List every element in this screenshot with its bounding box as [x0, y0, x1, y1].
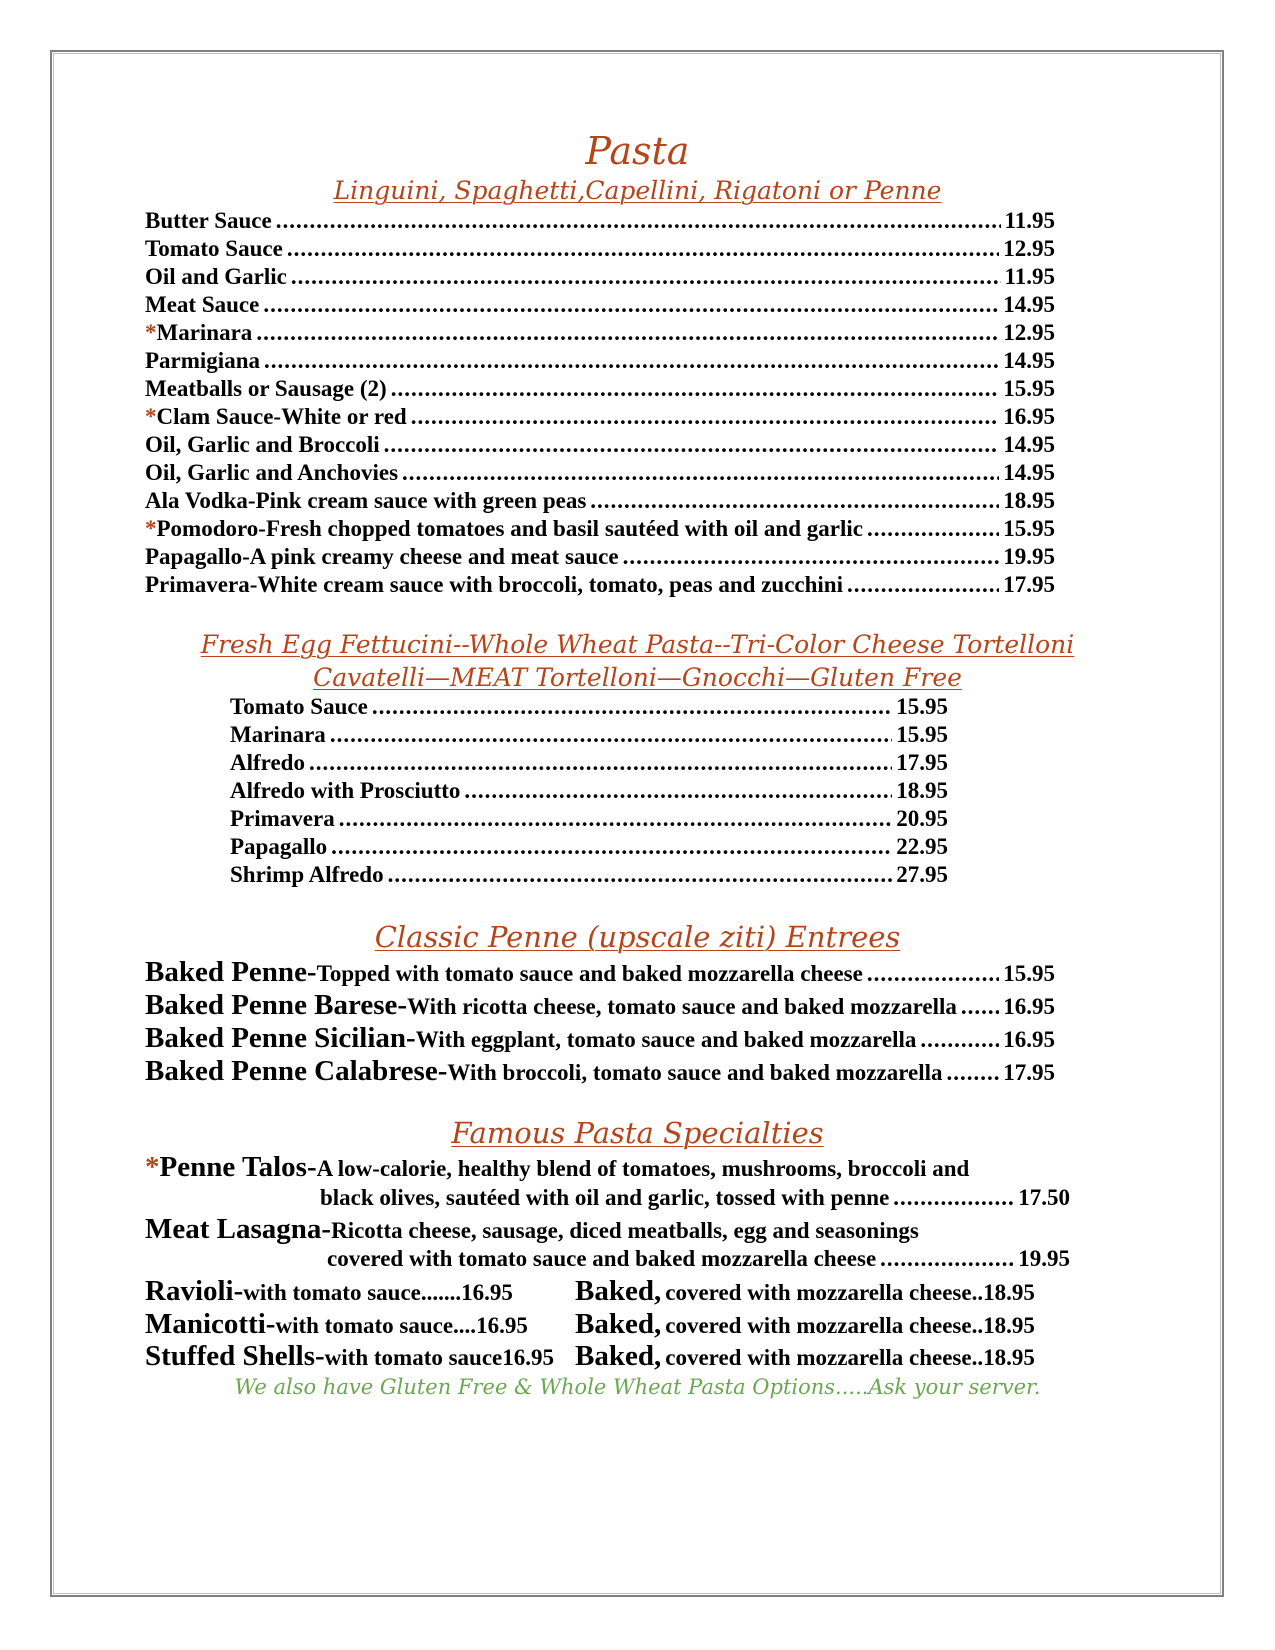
item-name: Marinara [230, 722, 326, 747]
item-name: Penne Talos- [159, 1151, 317, 1183]
pasta-subtitle: Linguini, Spaghetti,Capellini, Rigatoni or Penne [333, 176, 942, 205]
item-price: 16.95 [1003, 994, 1055, 1019]
item-price: 11.95 [1004, 208, 1055, 233]
menu-item [230, 835, 948, 858]
item-price: 14.95 [1003, 348, 1055, 373]
menu-item [145, 293, 1055, 316]
menu-item [230, 751, 948, 774]
item-price: 15.95 [896, 722, 948, 747]
item-price: 16.95 [1003, 404, 1055, 429]
leader-dots [961, 995, 999, 1018]
leader-dots [339, 807, 893, 830]
baked-price: 18.95 [983, 1345, 1035, 1370]
menu-item [145, 405, 1055, 428]
item-price: 16.95 [1003, 1027, 1055, 1052]
item-price: 22.95 [896, 834, 948, 859]
menu-item [230, 723, 948, 746]
menu-item [145, 1153, 969, 1182]
baked-label: Baked, [575, 1340, 662, 1372]
item-name: Papagallo-A pink creamy cheese and meat sauce [145, 544, 619, 569]
item-name: Oil, Garlic and Broccoli [145, 432, 380, 457]
item-price: 16.95 [502, 1345, 555, 1370]
item-name: Oil and Garlic [145, 264, 287, 289]
item-description: Topped with tomato sauce and baked mozzarella cheese [316, 961, 863, 986]
menu-item [145, 349, 1055, 372]
leader-dots [880, 1247, 1014, 1270]
menu-item [145, 265, 1055, 288]
menu-item [145, 377, 1055, 400]
item-description: covered with tomato sauce and baked mozzarella cheese [327, 1246, 877, 1271]
item-name: Ala Vodka-Pink cream sauce with green peas [145, 488, 587, 513]
item-name: Oil, Garlic and Anchovies [145, 460, 399, 485]
menu-item [145, 433, 1055, 456]
item-price: 14.95 [1003, 460, 1055, 485]
menu-item [145, 209, 1055, 232]
item-price: 17.95 [1003, 572, 1055, 597]
leader-dots [867, 962, 999, 985]
leader-dots [263, 293, 999, 316]
menu-item [145, 958, 1055, 987]
item-name: Ravioli- [145, 1275, 244, 1307]
item-price: 20.95 [896, 806, 948, 831]
baked-label: Baked, [575, 1308, 662, 1340]
item-name: Meat Lasagna- [145, 1213, 332, 1245]
leader-dots [920, 1028, 999, 1051]
menu-item [145, 1342, 554, 1371]
menu-item [145, 1310, 528, 1339]
item-name: *Pomodoro-Fresh chopped tomatoes and basil sautéed with oil and garlic [145, 516, 863, 541]
menu-item [145, 573, 1055, 596]
item-name: Tomato Sauce [230, 694, 368, 719]
leader-dots [256, 321, 999, 344]
item-description: With eggplant, tomato sauce and baked mozzarella [415, 1027, 917, 1052]
leader-dots [464, 779, 892, 802]
menu-item [230, 807, 948, 830]
item-price: 15.95 [1003, 516, 1055, 541]
item-description: A low-calorie, healthy blend of tomatoes, mushrooms, broccoli and [316, 1156, 970, 1181]
baked-label: Baked, [575, 1275, 662, 1307]
item-name: Primavera-White cream sauce with broccoli, tomato, peas and zucchini [145, 572, 843, 597]
item-description: With ricotta cheese, tomato sauce and baked mozzarella [407, 994, 957, 1019]
baked-price: 18.95 [983, 1280, 1035, 1305]
menu-item [145, 1057, 1055, 1086]
leader-dots [331, 835, 892, 858]
item-name: Meatballs or Sausage (2) [145, 376, 387, 401]
fresh-pasta-line-1: Fresh Egg Fettucini--Whole Wheat Pasta--Tri-Color Cheese Tortelloni [200, 630, 1075, 659]
item-price: 19.95 [1003, 544, 1055, 569]
item-name: *Clam Sauce-White or red [145, 404, 407, 429]
gluten-free-note: We also have Gluten Free & Whole Wheat Pasta Options.....Ask your server. [234, 1375, 1041, 1399]
menu-item [230, 779, 948, 802]
item-price: 19.95 [1018, 1246, 1070, 1271]
menu-item [145, 461, 1055, 484]
leader-dots [402, 461, 999, 484]
menu-item-baked [575, 1310, 1035, 1339]
leader-dots [372, 695, 892, 718]
leader-dots [291, 265, 1001, 288]
item-name: Alfredo [230, 750, 305, 775]
item-name: Tomato Sauce [145, 236, 283, 261]
baked-description: covered with mozzarella cheese.. [665, 1280, 984, 1305]
leader-dots [590, 489, 999, 512]
menu-item [145, 991, 1055, 1020]
item-price: 14.95 [1003, 432, 1055, 457]
item-description: black olives, sautéed with oil and garlic, tossed with penne [320, 1185, 890, 1210]
item-name: Primavera [230, 806, 335, 831]
leader-dots [384, 433, 1000, 456]
item-name: Baked Penne- [145, 956, 317, 988]
menu-item [145, 321, 1055, 344]
star-mark: * [145, 1151, 160, 1183]
leader-dots [893, 1186, 1014, 1209]
item-price: 17.95 [896, 750, 948, 775]
item-name: Meat Sauce [145, 292, 260, 317]
leader-dots [867, 517, 999, 540]
menu-item-continued [320, 1186, 1070, 1209]
leader-dots [264, 349, 999, 372]
baked-description: covered with mozzarella cheese.. [665, 1313, 984, 1338]
item-price: 14.95 [1003, 292, 1055, 317]
baked-description: covered with mozzarella cheese.. [665, 1345, 984, 1370]
menu-item [145, 1277, 513, 1306]
baked-price: 18.95 [983, 1313, 1035, 1338]
item-price: 16.95 [476, 1313, 528, 1338]
menu-item [230, 695, 948, 718]
item-name: Parmigiana [145, 348, 260, 373]
item-price: 15.95 [1003, 961, 1055, 986]
item-price: 12.95 [1003, 236, 1055, 261]
fresh-pasta-line-2: Cavatelli—MEAT Tortelloni—Gnocchi—Gluten Free [313, 663, 962, 692]
item-description: With broccoli, tomato sauce and baked mozzarella [447, 1060, 943, 1085]
item-name: Baked Penne Sicilian- [145, 1022, 416, 1054]
item-name: Stuffed Shells- [145, 1340, 325, 1372]
menu-item-baked [575, 1342, 1035, 1371]
item-name: Shrimp Alfredo [230, 862, 384, 887]
item-name: Manicotti- [145, 1308, 276, 1340]
item-price: 12.95 [1003, 320, 1055, 345]
item-price: 18.95 [1003, 488, 1055, 513]
leader-dots [287, 237, 999, 260]
item-price: 16.95 [461, 1280, 513, 1305]
item-name: Baked Penne Barese- [145, 989, 408, 1021]
menu-item-continued [327, 1247, 1070, 1270]
item-name: Papagallo [230, 834, 328, 859]
item-price: 15.95 [896, 694, 948, 719]
leader-dots [276, 209, 1001, 232]
leader-dots [330, 723, 892, 746]
item-price: 17.50 [1018, 1185, 1070, 1210]
menu-item [145, 1024, 1055, 1053]
leader-dots [411, 405, 1000, 428]
leader-dots [388, 863, 893, 886]
leader-dots [946, 1061, 999, 1084]
item-price: 11.95 [1004, 264, 1055, 289]
menu-item [145, 545, 1055, 568]
pasta-title: Pasta [585, 129, 690, 173]
leader-dots [309, 751, 892, 774]
specialties-title: Famous Pasta Specialties [451, 1116, 824, 1150]
menu-item [145, 1215, 919, 1244]
item-description: with tomato sauce....... [243, 1280, 462, 1305]
item-description: with tomato sauce.... [275, 1313, 477, 1338]
menu-item [145, 517, 1055, 540]
menu-item [145, 237, 1055, 260]
menu-item [230, 863, 948, 886]
leader-dots [623, 545, 1000, 568]
menu-item [145, 489, 1055, 512]
item-name: Baked Penne Calabrese- [145, 1055, 448, 1087]
item-price: 17.95 [1003, 1060, 1055, 1085]
item-name: Butter Sauce [145, 208, 272, 233]
classic-title: Classic Penne (upscale ziti) Entrees [374, 920, 901, 954]
item-description: with tomato sauce [324, 1345, 503, 1370]
item-name: *Marinara [145, 320, 253, 345]
item-name: Alfredo with Prosciutto [230, 778, 461, 803]
item-price: 15.95 [1003, 376, 1055, 401]
leader-dots [847, 573, 999, 596]
item-description: Ricotta cheese, sausage, diced meatballs, egg and seasonings [331, 1218, 919, 1243]
item-price: 27.95 [896, 862, 948, 887]
menu-item-baked [575, 1277, 1035, 1306]
leader-dots [391, 377, 1000, 400]
item-price: 18.95 [896, 778, 948, 803]
